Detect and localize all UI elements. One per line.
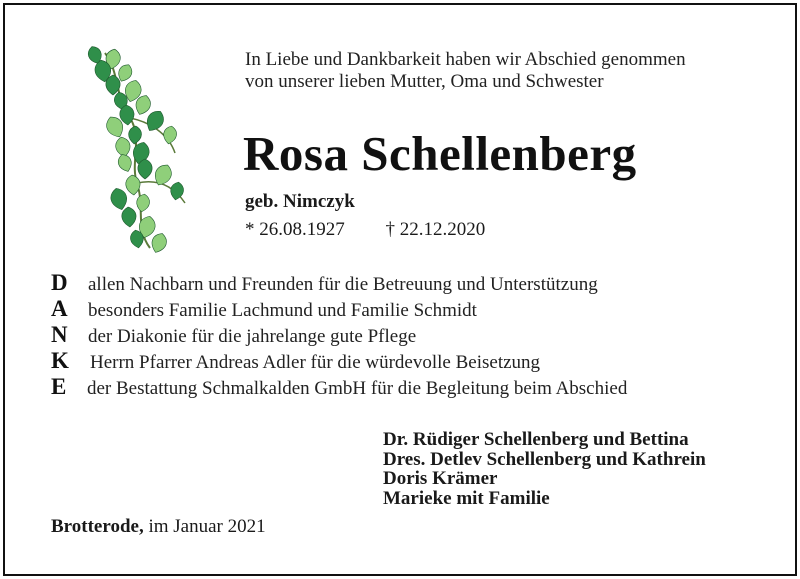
intro-line-1: In Liebe und Dankbarkeit haben wir Abschied genommen <box>245 49 686 70</box>
thanks-list <box>51 270 627 400</box>
thanks-row <box>51 348 627 374</box>
thanks-text: der Bestattung Schmalkalden GmbH für die Begleitung beim Abschied <box>87 378 628 399</box>
thanks-initial: E <box>51 374 67 399</box>
thanks-text: Herrn Pfarrer Andreas Adler für die würdevolle Beisetzung <box>90 352 541 373</box>
thanks-row <box>51 374 627 400</box>
thanks-text: allen Nachbarn und Freunden für die Betreuung und Unterstützung <box>88 274 598 295</box>
thanks-initial: A <box>51 296 68 321</box>
ivy-illustration <box>75 43 205 258</box>
ivy-leaf <box>162 125 178 145</box>
intro-line-2: von unserer lieben Mutter, Oma und Schwester <box>245 71 604 92</box>
ivy-leaf <box>135 193 151 213</box>
obituary-frame <box>3 3 797 576</box>
place-date <box>51 516 266 538</box>
thanks-text: der Diakonie für die jahrelange gute Pflege <box>88 326 417 347</box>
thanks-row <box>51 270 627 296</box>
signature-line: Dres. Detlev Schellenberg und Kathrein <box>383 448 706 470</box>
deceased-name: Rosa Schellenberg <box>243 126 637 181</box>
born-name: geb. Nimczyk <box>245 191 355 212</box>
signatures <box>383 430 706 508</box>
signature-line: Marieke mit Familie <box>383 487 550 509</box>
thanks-text: besonders Familie Lachmund und Familie Schmidt <box>88 300 477 321</box>
ivy-leaf <box>116 152 134 173</box>
ivy-leaf <box>121 206 137 227</box>
ivy-leaf <box>149 231 169 255</box>
signature-line: Dr. Rüdiger Schellenberg und Bettina <box>383 429 689 450</box>
date: im Januar 2021 <box>148 516 266 537</box>
signature-line: Doris Krämer <box>383 468 498 489</box>
ivy-leaf <box>128 125 142 144</box>
thanks-row <box>51 296 627 322</box>
thanks-row <box>51 322 627 348</box>
thanks-initial: D <box>51 270 68 295</box>
intro-text <box>245 49 686 93</box>
death-date: † 22.12.2020 <box>385 219 486 240</box>
thanks-initial: K <box>51 348 69 373</box>
birth-date: * 26.08.1927 <box>245 219 345 240</box>
ivy-leaf <box>169 181 185 201</box>
place: Brotterode, <box>51 516 144 537</box>
thanks-initial: N <box>51 322 68 347</box>
life-dates <box>245 219 485 241</box>
